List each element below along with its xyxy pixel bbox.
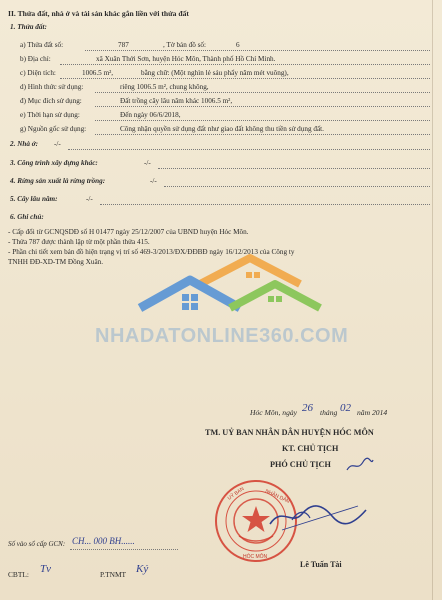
watermark-text: NHADATONLINE360.COM — [95, 325, 349, 347]
construction-dotline — [158, 168, 430, 169]
signer-name: Lê Tuấn Tài — [300, 560, 342, 569]
address-dotline — [60, 64, 430, 65]
land-heading: 1. Thửa đất: — [10, 23, 47, 31]
signing-year: năm 2014 — [357, 408, 388, 417]
origin-label: g) Nguồn gốc sử dụng: — [20, 125, 87, 133]
term-label: e) Thời hạn sử dụng: — [20, 111, 80, 119]
construction-value: -/- — [144, 159, 151, 167]
notes-heading: 6. Ghi chú: — [10, 213, 44, 221]
signing-day: 26 — [302, 402, 313, 414]
house-dotline — [68, 149, 430, 150]
perennial-heading: 5. Cây lâu năm: — [10, 195, 58, 203]
for-chair-title: KT. CHỦ TỊCH — [282, 444, 339, 453]
area-label: c) Diện tích: — [20, 69, 56, 77]
watermark-house-logo — [130, 250, 330, 330]
use-form-value: riêng 1006.5 m², chung không, — [120, 83, 209, 91]
forest-value: -/- — [150, 177, 157, 185]
page-fold-line — [432, 0, 433, 600]
area-value: 1006.5 m², — [82, 69, 114, 77]
parcel-number: 787 — [118, 41, 129, 49]
svg-text:HÓC MÔN: HÓC MÔN — [243, 554, 268, 560]
entry-no-label: Số vào sổ cấp GCN: — [8, 540, 66, 548]
official-signature — [262, 496, 372, 536]
address-label: b) Địa chỉ: — [20, 55, 51, 63]
construction-heading: 3. Công trình xây dựng khác: — [10, 159, 98, 167]
parcel-label: a) Thửa đất số: — [20, 41, 64, 49]
origin-value: Công nhận quyền sử dụng đất như giao đất không thu tiền sử dụng đất. — [120, 125, 324, 133]
signing-month: 02 — [340, 402, 351, 414]
authority-title: TM. UỶ BAN NHÂN DÂN HUYỆN HÓC MÔN — [205, 428, 374, 437]
area-dotline — [60, 78, 430, 79]
address-value: xã Xuân Thới Sơn, huyện Hóc Môn, Thành phố Hồ Chí Minh. — [96, 55, 276, 63]
area-in-words: bằng chữ: (Một nghìn lẻ sáu phẩy năm mét vuông), — [141, 69, 289, 77]
ptnmt-mark: Ký — [136, 563, 149, 575]
perennial-dotline — [100, 204, 430, 205]
note-line-3: - Phần chi tiết xem bản đồ hiện trạng vị trí số 469-3/2013/ĐX/ĐĐBĐ ngày 16/12/2013 của Công ty — [8, 248, 295, 256]
note-line-1: - Cấp đổi từ GCNQSDĐ số H 01477 ngày 25/12/2007 của UBND huyện Hóc Môn. — [8, 228, 249, 236]
note-line-2: - Thửa 787 được thành lập từ một phần thửa 415. — [8, 238, 150, 246]
forest-dotline — [164, 186, 430, 187]
use-form-label: d) Hình thức sử dụng: — [20, 83, 84, 91]
note-line-4: TNHH ĐĐ-XD-TM Đồng Xuân. — [8, 258, 104, 266]
map-sheet-label: , Tờ bản đồ số: — [163, 41, 206, 49]
cbtl-label: CBTL: — [8, 570, 29, 579]
section-title: II. Thửa đất, nhà ở và tài sản khác gắn liền với thửa đất — [8, 9, 189, 18]
house-value: -/- — [54, 140, 61, 148]
svg-text:UỶ BAN: UỶ BAN — [226, 486, 246, 502]
vice-chair-initial-mark — [345, 456, 375, 474]
use-form-dotline — [95, 92, 430, 93]
purpose-value: Đất trồng cây lâu năm khác 1006.5 m², — [120, 97, 233, 105]
svg-text:NHÂN DÂN: NHÂN DÂN — [264, 488, 291, 505]
map-sheet-number: 6 — [236, 41, 240, 49]
forest-heading: 4. Rừng sản xuất là rừng trồng: — [10, 177, 106, 185]
cbtl-mark: Tv — [40, 563, 51, 575]
origin-dotline — [95, 134, 430, 135]
parcel-dotline — [85, 50, 430, 51]
entry-no-value: CH... 000 BH...... — [72, 536, 135, 546]
term-dotline — [95, 120, 430, 121]
purpose-dotline — [95, 106, 430, 107]
signing-place: Hóc Môn, ngày — [250, 408, 298, 417]
ptnmt-label: P.TNMT — [100, 570, 127, 579]
vice-chair-title: PHÓ CHỦ TỊCH — [270, 460, 331, 469]
signing-month-label: tháng — [320, 408, 338, 417]
house-heading: 2. Nhà ở: — [10, 140, 39, 148]
term-value: Đến ngày 06/6/2018, — [120, 111, 181, 119]
perennial-value: -/- — [86, 195, 93, 203]
purpose-label: đ) Mục đích sử dụng: — [20, 97, 82, 105]
entry-no-dotline — [70, 549, 178, 550]
